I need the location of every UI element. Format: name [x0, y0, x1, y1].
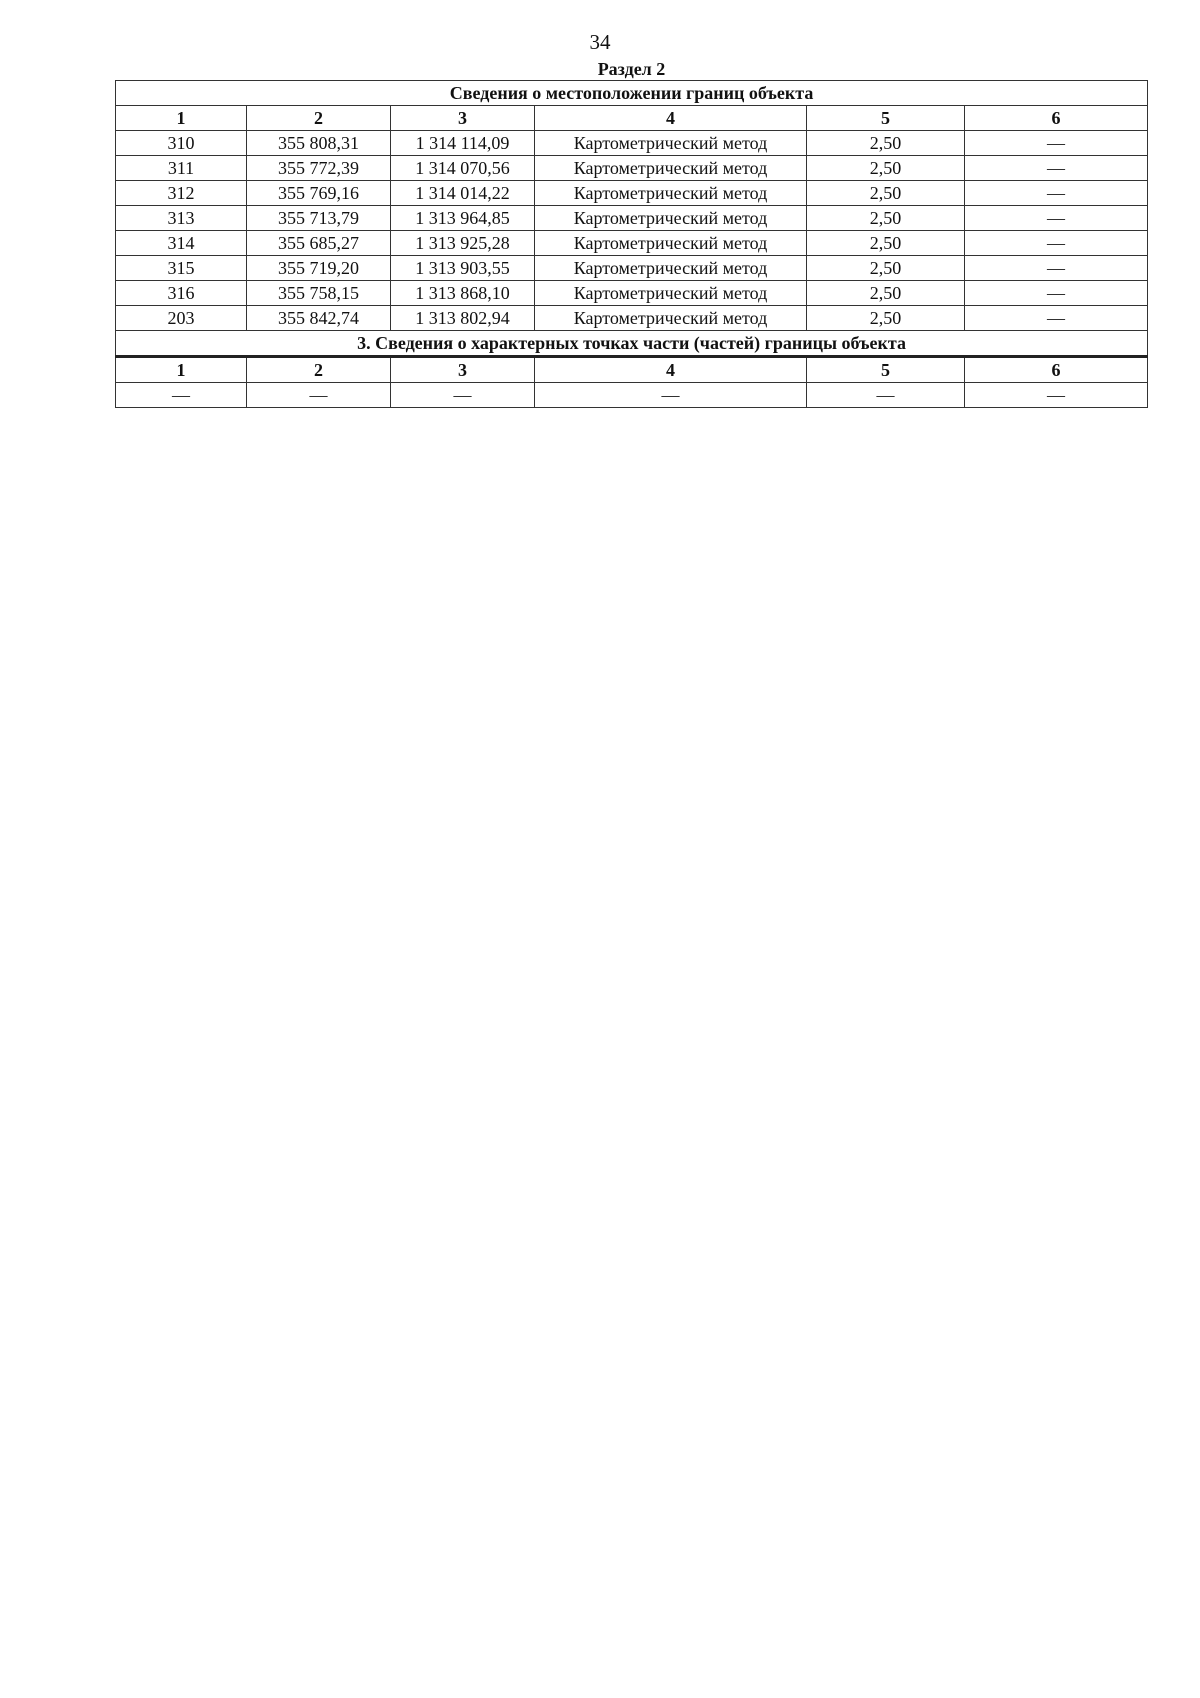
column-number: 3	[391, 357, 535, 383]
table-cell: 355 772,39	[247, 156, 391, 181]
table-cell: 355 769,16	[247, 181, 391, 206]
table-cell: —	[965, 383, 1148, 408]
boundary-table	[115, 80, 1148, 408]
table-cell: 1 313 903,55	[391, 256, 535, 281]
table-cell: Картометрический метод	[535, 306, 807, 331]
column-number: 4	[535, 357, 807, 383]
table-row	[116, 306, 1148, 331]
table-cell: —	[391, 383, 535, 408]
table-cell: 1 313 868,10	[391, 281, 535, 306]
table-cell: 355 685,27	[247, 231, 391, 256]
table-cell: 1 313 802,94	[391, 306, 535, 331]
table-cell: Картометрический метод	[535, 231, 807, 256]
column-number: 5	[807, 357, 965, 383]
table-cell: —	[535, 383, 807, 408]
column-number: 5	[807, 106, 965, 131]
table-row	[116, 231, 1148, 256]
column-number: 6	[965, 106, 1148, 131]
table-cell: 355 719,20	[247, 256, 391, 281]
section-title: Раздел 2	[597, 59, 666, 79]
table-row	[116, 156, 1148, 181]
table-cell: 2,50	[807, 206, 965, 231]
table-cell: 2,50	[807, 256, 965, 281]
table-cell: Картометрический метод	[535, 181, 807, 206]
table-cell: —	[807, 383, 965, 408]
table-cell: 2,50	[807, 281, 965, 306]
table-cell: 312	[116, 181, 247, 206]
table-cell: —	[965, 131, 1148, 156]
parts-table-row	[116, 383, 1148, 408]
table-cell: —	[965, 231, 1148, 256]
table-cell: —	[116, 383, 247, 408]
table-cell: 1 313 964,85	[391, 206, 535, 231]
table-row	[116, 131, 1148, 156]
parts-title-row	[116, 331, 1148, 357]
table-title-row	[116, 81, 1148, 106]
table-cell: —	[965, 181, 1148, 206]
table-cell: 2,50	[807, 231, 965, 256]
table-row	[116, 281, 1148, 306]
table-cell: 2,50	[807, 306, 965, 331]
table-cell: —	[965, 256, 1148, 281]
table-cell: 203	[116, 306, 247, 331]
column-number-row	[116, 106, 1148, 131]
table-cell: Картометрический метод	[535, 281, 807, 306]
table-cell: Картометрический метод	[535, 256, 807, 281]
column-number: 1	[116, 357, 247, 383]
table-cell: 1 314 014,22	[391, 181, 535, 206]
parts-column-number-row	[116, 357, 1148, 383]
table-cell: —	[965, 281, 1148, 306]
table-cell: —	[247, 383, 391, 408]
table-cell: 2,50	[807, 156, 965, 181]
column-number: 3	[391, 106, 535, 131]
column-number: 4	[535, 106, 807, 131]
table-cell: Картометрический метод	[535, 156, 807, 181]
table-cell: 310	[116, 131, 247, 156]
page-number: 34	[589, 30, 611, 54]
column-number: 6	[965, 357, 1148, 383]
table-cell: 355 713,79	[247, 206, 391, 231]
table-row	[116, 206, 1148, 231]
parts-table-title: 3. Сведения о характерных точках части (частей) границы объекта	[116, 331, 1148, 357]
table-cell: 1 314 070,56	[391, 156, 535, 181]
table-cell: 311	[116, 156, 247, 181]
table-cell: —	[965, 206, 1148, 231]
table-cell: 1 313 925,28	[391, 231, 535, 256]
table-cell: 355 808,31	[247, 131, 391, 156]
column-number: 2	[247, 357, 391, 383]
table-cell: 314	[116, 231, 247, 256]
table-cell: —	[965, 306, 1148, 331]
table-cell: 1 314 114,09	[391, 131, 535, 156]
table-cell: 316	[116, 281, 247, 306]
table-cell: —	[965, 156, 1148, 181]
table-cell: 2,50	[807, 131, 965, 156]
column-number: 1	[116, 106, 247, 131]
table-title: Сведения о местоположении границ объекта	[116, 81, 1148, 106]
table-cell: Картометрический метод	[535, 206, 807, 231]
table-row	[116, 181, 1148, 206]
table-cell: 2,50	[807, 181, 965, 206]
table-cell: 313	[116, 206, 247, 231]
table-cell: Картометрический метод	[535, 131, 807, 156]
table-cell: 355 758,15	[247, 281, 391, 306]
column-number: 2	[247, 106, 391, 131]
table-cell: 355 842,74	[247, 306, 391, 331]
table-row	[116, 256, 1148, 281]
table-cell: 315	[116, 256, 247, 281]
